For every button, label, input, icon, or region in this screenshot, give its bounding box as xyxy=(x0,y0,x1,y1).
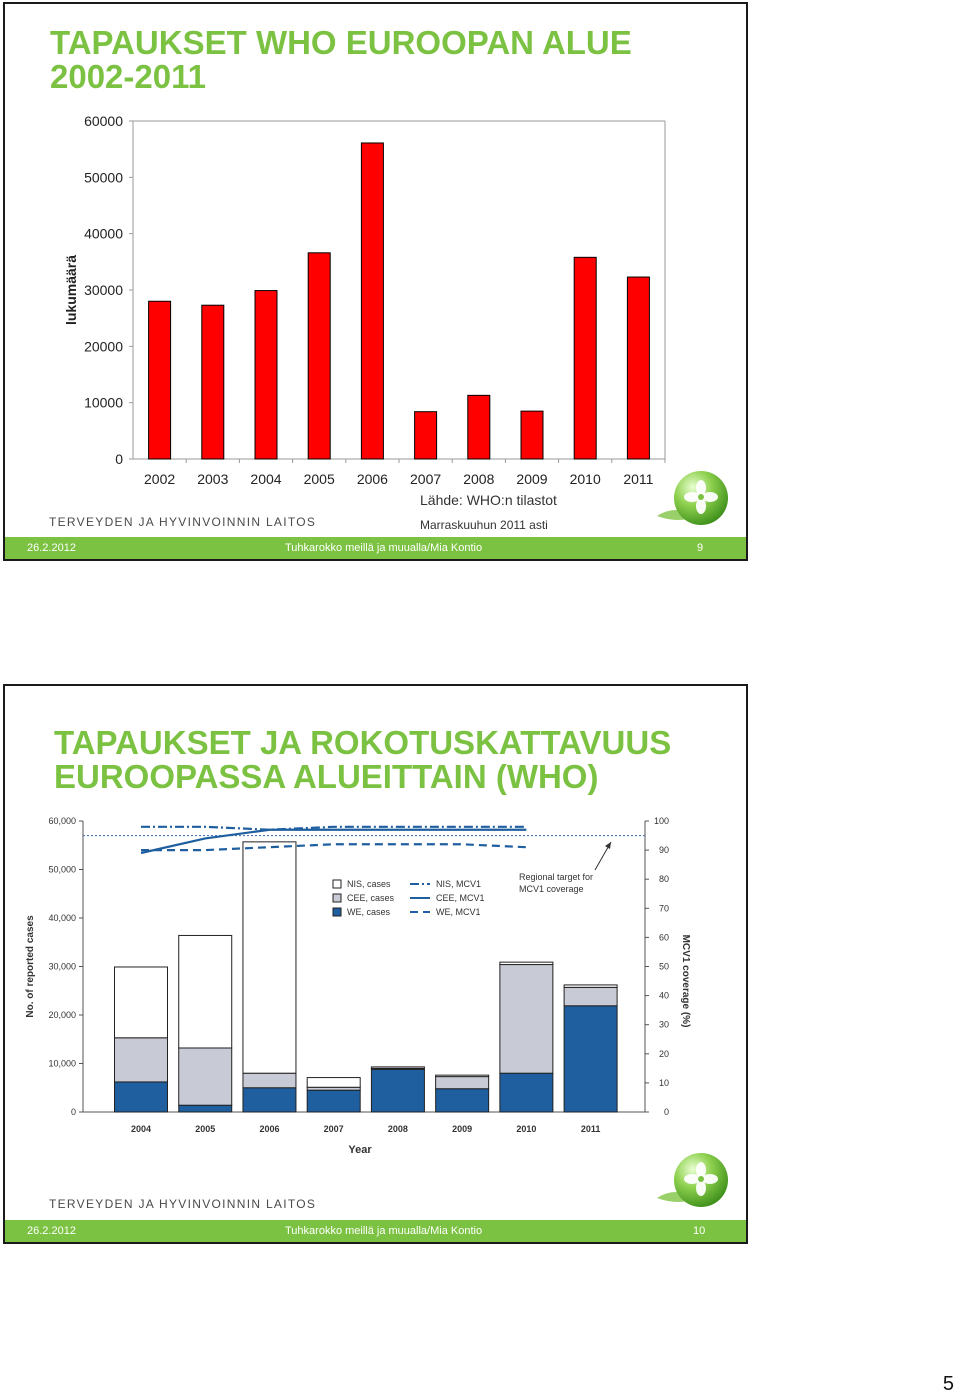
y2-tick-label: 40 xyxy=(658,990,669,1001)
footer-text: Tuhkarokko meillä ja muualla/Mia Kontio xyxy=(285,542,483,554)
legend-swatch xyxy=(333,894,341,902)
bar-2005-nis xyxy=(179,935,232,1048)
y-tick-label: 50,000 xyxy=(48,864,76,875)
bar-2011-cee xyxy=(564,987,617,1005)
annotation-line-2: MCV1 coverage xyxy=(519,884,584,894)
x-tick-label: 2006 xyxy=(356,471,388,487)
bar-2010-cee xyxy=(500,965,553,1074)
x-tick-label: 2004 xyxy=(250,471,282,487)
bar-2008 xyxy=(468,395,490,459)
slide-title: TAPAUKSET JA ROKOTUSKATTAVUUS EUROOPASSA ALUEITTAIN (WHO) xyxy=(54,724,672,795)
footer-date: 26.2.2012 xyxy=(27,542,76,554)
x-axis-label: Year xyxy=(348,1144,372,1156)
bar-2004-we xyxy=(115,1082,168,1112)
y2-tick-label: 100 xyxy=(653,816,669,826)
bar-2004 xyxy=(255,291,277,459)
bar-2004-cee xyxy=(115,1038,168,1082)
slide-footer xyxy=(5,1220,746,1242)
legend-swatch xyxy=(333,908,341,916)
y-tick-label: 40,000 xyxy=(48,913,76,923)
y2-tick-label: 0 xyxy=(663,1107,669,1117)
bar-2009 xyxy=(521,411,543,459)
y2-tick-label: 50 xyxy=(658,961,669,972)
x-tick-label: 2008 xyxy=(463,471,495,487)
y-axis-label: No. of reported cases xyxy=(25,915,36,1018)
y-tick-label: 10000 xyxy=(84,394,123,411)
slide-footer xyxy=(5,537,746,559)
bar-2007 xyxy=(415,412,437,459)
y-tick-label: 0 xyxy=(115,451,123,467)
y2-tick-label: 20 xyxy=(658,1048,669,1059)
x-tick-label: 2004 xyxy=(130,1124,152,1134)
y-tick-label: 0 xyxy=(70,1107,76,1117)
legend-label: CEE, cases xyxy=(347,893,395,903)
legend-label: NIS, MCV1 xyxy=(436,879,482,889)
bar-2008-we xyxy=(371,1069,424,1112)
org-name: TERVEYDEN JA HYVINVOINNIN LAITOS xyxy=(49,515,317,529)
y2-tick-label: 70 xyxy=(658,903,669,914)
bar-2006-we xyxy=(243,1088,296,1112)
legend-swatch xyxy=(333,880,341,888)
cases-bar-chart xyxy=(5,99,745,499)
slide-number: 10 xyxy=(693,1225,706,1237)
x-tick-label: 2005 xyxy=(303,471,335,487)
x-tick-label: 2006 xyxy=(259,1124,280,1134)
y-tick-label: 20000 xyxy=(84,338,123,355)
x-tick-label: 2003 xyxy=(197,471,229,487)
bar-2009-cee xyxy=(436,1077,489,1089)
slide-9 xyxy=(3,2,748,561)
y-tick-label: 50000 xyxy=(84,169,123,186)
thl-logo-icon xyxy=(655,1148,731,1214)
x-tick-label: 2011 xyxy=(580,1124,601,1134)
slide-number: 9 xyxy=(697,542,704,554)
x-tick-label: 2007 xyxy=(323,1124,344,1134)
slide-10 xyxy=(3,684,748,1244)
y-tick-label: 30,000 xyxy=(48,961,76,972)
bar-2007-nis xyxy=(307,1078,360,1088)
bar-2006-cee xyxy=(243,1073,296,1088)
y2-tick-label: 80 xyxy=(658,874,669,885)
y-tick-label: 60000 xyxy=(84,113,123,129)
legend-label: WE, MCV1 xyxy=(436,907,481,917)
thl-logo-icon xyxy=(655,466,731,532)
source-date-label: Marraskuuhun 2011 asti xyxy=(420,518,548,532)
y2-tick-label: 30 xyxy=(658,1019,669,1030)
bar-2007-we xyxy=(307,1090,360,1112)
bar-2006 xyxy=(361,143,383,459)
coverage-line-we xyxy=(141,844,526,850)
bar-2008-nis xyxy=(371,1067,424,1068)
bar-2005-we xyxy=(179,1105,232,1112)
bar-2009-we xyxy=(436,1089,489,1112)
y2-tick-label: 10 xyxy=(658,1077,669,1088)
x-tick-label: 2005 xyxy=(195,1124,216,1134)
y-tick-label: 10,000 xyxy=(48,1058,76,1069)
bar-2010-nis xyxy=(500,962,553,964)
y-tick-label: 30000 xyxy=(84,282,123,298)
y2-tick-label: 90 xyxy=(658,845,669,856)
bar-2010-we xyxy=(500,1073,553,1112)
x-tick-label: 2010 xyxy=(569,471,601,487)
bar-2011-we xyxy=(564,1006,617,1112)
y-tick-label: 40000 xyxy=(84,225,123,242)
org-name: TERVEYDEN JA HYVINVOINNIN LAITOS xyxy=(49,1197,317,1211)
y-axis-label: lukumäärä xyxy=(63,254,79,326)
bar-2004-nis xyxy=(115,967,168,1038)
bar-2002 xyxy=(149,301,171,459)
footer-text: Tuhkarokko meillä ja muualla/Mia Kontio xyxy=(285,1225,483,1237)
bar-2009-nis xyxy=(436,1075,489,1076)
bar-2003 xyxy=(202,305,224,459)
x-tick-label: 2009 xyxy=(516,471,548,487)
page-number: 5 xyxy=(942,1373,954,1395)
x-tick-label: 2011 xyxy=(623,471,654,487)
x-tick-label: 2007 xyxy=(410,471,442,487)
legend-label: WE, cases xyxy=(347,907,391,917)
slide-title: TAPAUKSET WHO EUROOPAN ALUE 2002-2011 xyxy=(50,24,632,95)
source-label: Lähde: WHO:n tilastot xyxy=(420,492,557,508)
legend-label: NIS, cases xyxy=(347,879,391,889)
cases-coverage-chart xyxy=(15,806,705,1166)
footer-date: 26.2.2012 xyxy=(27,1225,76,1237)
annotation-line-1: Regional target for xyxy=(519,872,594,882)
bar-2011 xyxy=(627,277,649,459)
y2-tick-label: 60 xyxy=(658,932,669,943)
bar-2005 xyxy=(308,253,330,459)
y-tick-label: 20,000 xyxy=(48,1010,76,1020)
legend-label: CEE, MCV1 xyxy=(436,893,485,903)
bar-2006-nis xyxy=(243,842,296,1073)
x-tick-label: 2009 xyxy=(452,1124,473,1134)
bar-2010 xyxy=(574,257,596,459)
y-tick-label: 60,000 xyxy=(48,816,76,826)
bar-2011-nis xyxy=(564,985,617,987)
x-tick-label: 2008 xyxy=(387,1124,408,1134)
x-tick-label: 2002 xyxy=(144,471,176,487)
bar-2005-cee xyxy=(179,1048,232,1105)
x-tick-label: 2010 xyxy=(516,1124,537,1134)
y2-axis-label: MCV1 coverage (%) xyxy=(680,934,691,1028)
